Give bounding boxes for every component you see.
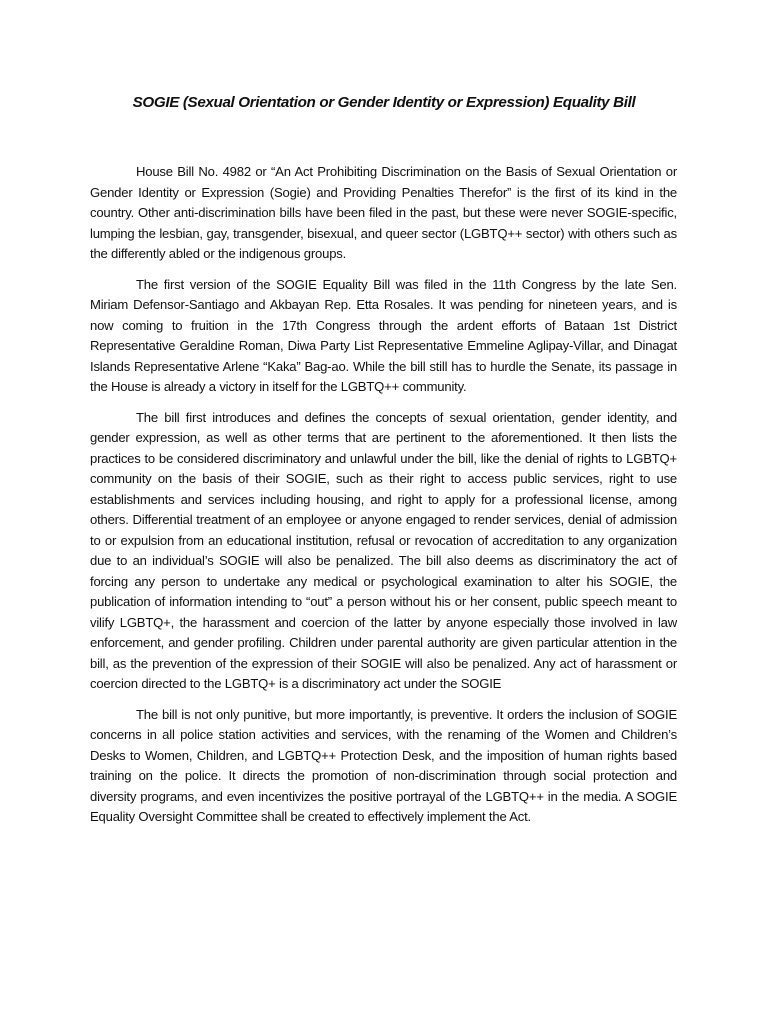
paragraph-bill-history: The first version of the SOGIE Equality Bill was filed in the 11th Congress by the late Sen. Miriam Defensor-Santiago and Akbayan Rep. Etta Rosales. It was pending for nineteen years, and is now coming to fruition in the 17th Congress through the ardent efforts of Bataan 1st District Representative Geraldine Roman, Diwa Party List Representative Emmeline Aglipay-Villar, and Dinagat Islands Representative Arlene “Kaka” Bag-ao. While the bill still has to hurdle the Senate, its passage in the House is already a victory in itself for the LGBTQ++ community. xyxy=(90,276,677,394)
paragraph-bill-provisions: The bill first introduces and defines the concepts of sexual orientation, gender identity, and gender expression, as well as other terms that are pertinent to the aforementioned. It then lists the practices to be considered discriminatory and unlawful under the bill, like the denial of rights to LGBTQ+ community on the basis of their SOGIE, such as their right to access public services, right to use establishments and services including housing, and right to apply for a professional license, among others. Differential treatment of an employee or anyone engaged to render services, denial of admission to or expulsion from an educational institution, refusal or revocation of accreditation to any organization due to an individual’s SOGIE will also be penalized. The bill also deems as discriminatory the act of forcing any person to undertake any medical or psychological examination to alter his SOGIE, the publication of information intending to “out” a person without his or her consent, public speech meant to vilify LGBTQ+, the harassment and coercion of the latter by anyone especially those involved in law enforcement, and gender profiling. Children under parental authority are given particular attention in the bill, as the prevention of the expression of their SOGIE will also be penalized. Any act of harassment or coercion directed to the LGBTQ+ is a discriminatory act under the SOGIE xyxy=(90,409,677,691)
document-body xyxy=(90,162,677,838)
document-title: SOGIE (Sexual Orientation or Gender Identity or Expression) Equality Bill xyxy=(132,94,636,111)
paragraph-preventive-measures: The bill is not only punitive, but more importantly, is preventive. It orders the inclusion of SOGIE concerns in all police station activities and services, with the renaming of the Women and Children’s Desks to Women, Children, and LGBTQ++ Protection Desk, and the imposition of human rights based training on the police. It directs the promotion of non-discrimination through social protection and diversity programs, and even incentivizes the positive portrayal of the LGBTQ++ in the media. A SOGIE Equality Oversight Committee shall be created to effectively implement the Act. xyxy=(90,706,677,824)
paragraph-house-bill-intro: House Bill No. 4982 or “An Act Prohibiting Discrimination on the Basis of Sexual Orientation or Gender Identity or Expression (Sogie) and Providing Penalties Therefor” is the first of its kind in the country. Other anti-discrimination bills have been filed in the past, but these were never SOGIE-specific, lumping the lesbian, gay, transgender, bisexual, and queer sector (LGBTQ++ sector) with others such as the differently abled or the indigenous groups. xyxy=(90,164,677,261)
